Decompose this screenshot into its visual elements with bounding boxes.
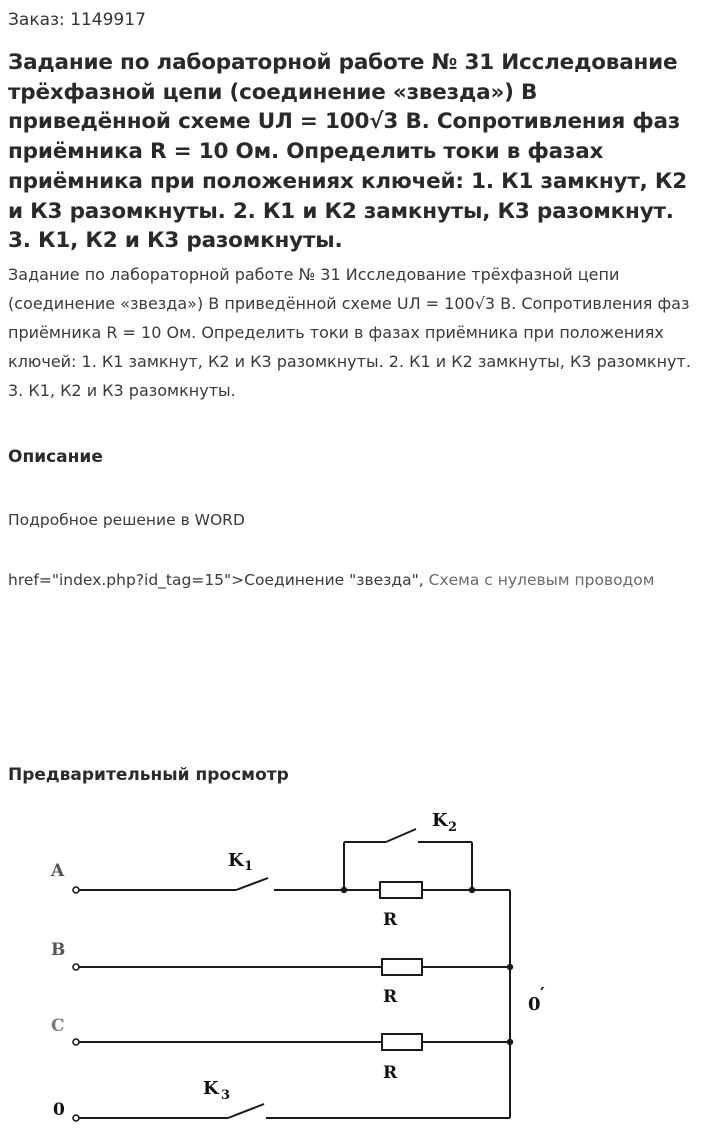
junction-star-b xyxy=(507,964,513,970)
terminal-b xyxy=(73,964,79,970)
label-star-node: 0 xyxy=(528,994,541,1015)
label-k3: K xyxy=(203,1078,219,1099)
label-resistor-a: R xyxy=(383,910,398,930)
task-description: Задание по лабораторной работе № 31 Исследование трёхфазной цепи (соединение «звезда») В приведённой схеме UЛ = 100√3 В. Сопротивления фаз приёмника R = 10 Ом. Определить токи в фазах приёмника при положениях ключей: 1. К1 замкнут, К2 и К3 разомкнуты. 2. К1 и К2 замкнуты, К3 разомкнут. 3. К1, К2 и К3 разомкнуты. xyxy=(8,265,691,400)
resistor-c xyxy=(382,1034,422,1050)
terminal-a xyxy=(73,887,79,893)
label-phase-c: C xyxy=(51,1016,65,1036)
preview-heading: Предварительный просмотр xyxy=(8,765,289,785)
tag-prefix: href="index.php?id_tag=15">Соединение "звезда", xyxy=(8,571,424,589)
label-k2-sub: 2 xyxy=(448,820,458,835)
terminal-neutral xyxy=(73,1115,79,1121)
junction-k2-right xyxy=(469,887,475,893)
terminal-c xyxy=(73,1039,79,1045)
label-resistor-b: R xyxy=(383,987,398,1007)
label-phase-a: A xyxy=(51,861,65,881)
label-phase-b: B xyxy=(51,940,66,960)
label-resistor-c: R xyxy=(383,1063,398,1083)
order-number: Заказ: 1149917 xyxy=(8,10,146,30)
circuit-diagram xyxy=(40,796,560,1141)
label-k1: K xyxy=(228,850,244,871)
label-star-node-prime: ′ xyxy=(540,984,545,1005)
switch-k3-blade xyxy=(228,1104,264,1118)
switch-k1-blade xyxy=(236,878,268,890)
junction-k2-left xyxy=(341,887,347,893)
solution-note: Подробное решение в WORD xyxy=(8,511,245,529)
junction-star-c xyxy=(507,1039,513,1045)
resistor-a xyxy=(380,882,422,898)
label-k1-sub: 1 xyxy=(244,859,254,874)
switch-k2-blade xyxy=(386,829,416,842)
label-k3-sub: 3 xyxy=(221,1088,231,1103)
page-title: Задание по лабораторной работе № 31 Исследование трёхфазной цепи (соединение «звезда») В приведённой схеме UЛ = 100√3 В. Сопротивления фаз приёмника R = 10 Ом. Определить токи в фазах приёмника при положениях ключей: 1. К1 замкнут, К2 и К3 разомкнуты. 2. К1 и К2 замкнуты, К3 разомкнут. 3. К1, К2 и К3 разомкнуты. xyxy=(8,50,688,254)
label-k2: K xyxy=(432,810,448,831)
tag-line xyxy=(8,566,696,594)
resistor-b xyxy=(382,959,422,975)
description-heading: Описание xyxy=(8,447,103,467)
tag-link[interactable]: Схема с нулевым проводом xyxy=(428,571,655,589)
label-neutral: 0 xyxy=(53,1100,65,1120)
